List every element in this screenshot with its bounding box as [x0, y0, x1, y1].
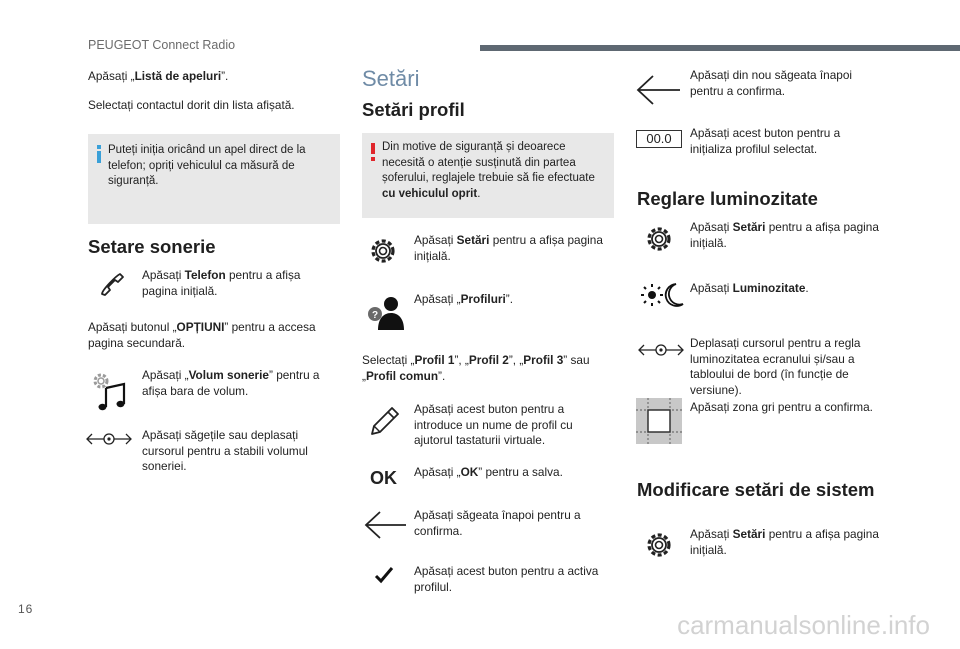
paragraph-call-list: Apăsați „Listă de apeluri”. — [88, 69, 229, 83]
step-edit-name: Apăsați acest buton pentru a introduce un nume de profil cu ajutorul tastaturii virtuale. — [414, 402, 573, 447]
step-back-again: Apăsați din nou săgeata înapoi pentru a confirma. — [690, 68, 853, 98]
paragraph-select-contact: Selectați contactul dorit din lista afișată. — [88, 98, 295, 112]
step-ok: Apăsați „OK” pentru a salva. — [414, 465, 563, 479]
grey-zone-icon — [636, 398, 682, 444]
warning-box — [362, 133, 614, 218]
slider-icon — [638, 341, 684, 359]
tip-line: telefon; opriți vehiculul ca măsură de — [108, 159, 295, 172]
step-system-settings: Apăsați Setări pentru a afișa pagina inițială. — [690, 527, 879, 557]
step-profiles: Apăsați „Profiluri”. — [414, 292, 514, 306]
section-title-profile: Setări profil — [362, 99, 465, 120]
page-number: 16 — [18, 602, 34, 616]
step-phone: Apăsați Telefon pentru a afișa pagina inițială. — [142, 268, 301, 298]
pencil-icon — [368, 404, 400, 438]
info-icon — [97, 145, 101, 161]
watermark: carmanualsonline.info — [677, 610, 930, 640]
profile-icon — [366, 294, 406, 330]
step-back-confirm: Apăsați săgeata înapoi pentru a confirma. — [414, 508, 581, 538]
tip-line: Puteți iniția oricând un apel direct de la — [108, 144, 306, 156]
ok-icon: OK — [370, 468, 397, 488]
tip-line: siguranță. — [108, 175, 159, 187]
phone-icon — [96, 268, 126, 298]
section-title-ringtone: Setare sonerie — [88, 236, 216, 257]
warning-line: necesită o atenție susținută din partea — [382, 156, 576, 169]
warning-line: cu vehiculul oprit. — [382, 187, 481, 200]
tip-box — [88, 134, 340, 224]
step-select-profile: Selectați „Profil 1”, „Profil 2”, „Profil 3” sau „Profil comun”. — [362, 353, 590, 383]
page-title-settings: Setări — [362, 66, 420, 91]
warning-line: șoferului, reglajele trebuie să fie efectuate — [382, 172, 595, 184]
back-arrow-icon — [636, 74, 682, 106]
step-ringtone-slider: Apăsați săgețile sau deplasați cursorul pentru a stabili volumul soneriei. — [142, 428, 308, 473]
settings-gear-icon — [368, 236, 398, 266]
warning-line: Din motive de siguranță și deoarece — [382, 141, 566, 153]
back-arrow-icon — [364, 510, 408, 540]
svg-text:?: ? — [371, 310, 379, 321]
step-options: Apăsați butonul „OPȚIUNI” pentru a accesa pagina secundară. — [88, 320, 316, 350]
step-grey-zone: Apăsați zona gri pentru a confirma. — [690, 400, 873, 414]
reset-profile-icon: 00.0 — [636, 130, 682, 148]
step-brightness-settings: Apăsați Setări pentru a afișa pagina inițială. — [690, 220, 879, 250]
step-reset-profile: Apăsați acest buton pentru a inițializa profilul selectat. — [690, 126, 841, 156]
running-header: PEUGEOT Connect Radio — [88, 38, 236, 52]
step-ringtone-volume: Apăsați „Volum sonerie” pentru a afișa bara de volum. — [142, 368, 320, 398]
settings-gear-icon — [644, 530, 674, 560]
slider-icon — [86, 430, 132, 448]
step-brightness: Apăsați Luminozitate. — [690, 281, 809, 295]
brightness-icon — [640, 282, 684, 308]
settings-gear-icon — [644, 224, 674, 254]
step-brightness-slider: Deplasați cursorul pentru a regla luminozitatea ecranului și/sau a tabloului de bord (în funcție de versiune). — [690, 336, 861, 397]
section-title-brightness: Reglare luminozitate — [637, 188, 818, 209]
step-settings: Apăsați Setări pentru a afișa pagina inițială. — [414, 233, 603, 263]
section-title-system: Modificare setări de sistem — [637, 479, 875, 500]
checkmark-icon — [374, 566, 394, 584]
step-activate-profile: Apăsați acest buton pentru a activa profilul. — [414, 564, 599, 594]
ringtone-volume-icon — [90, 370, 130, 412]
header-bar — [480, 45, 960, 51]
